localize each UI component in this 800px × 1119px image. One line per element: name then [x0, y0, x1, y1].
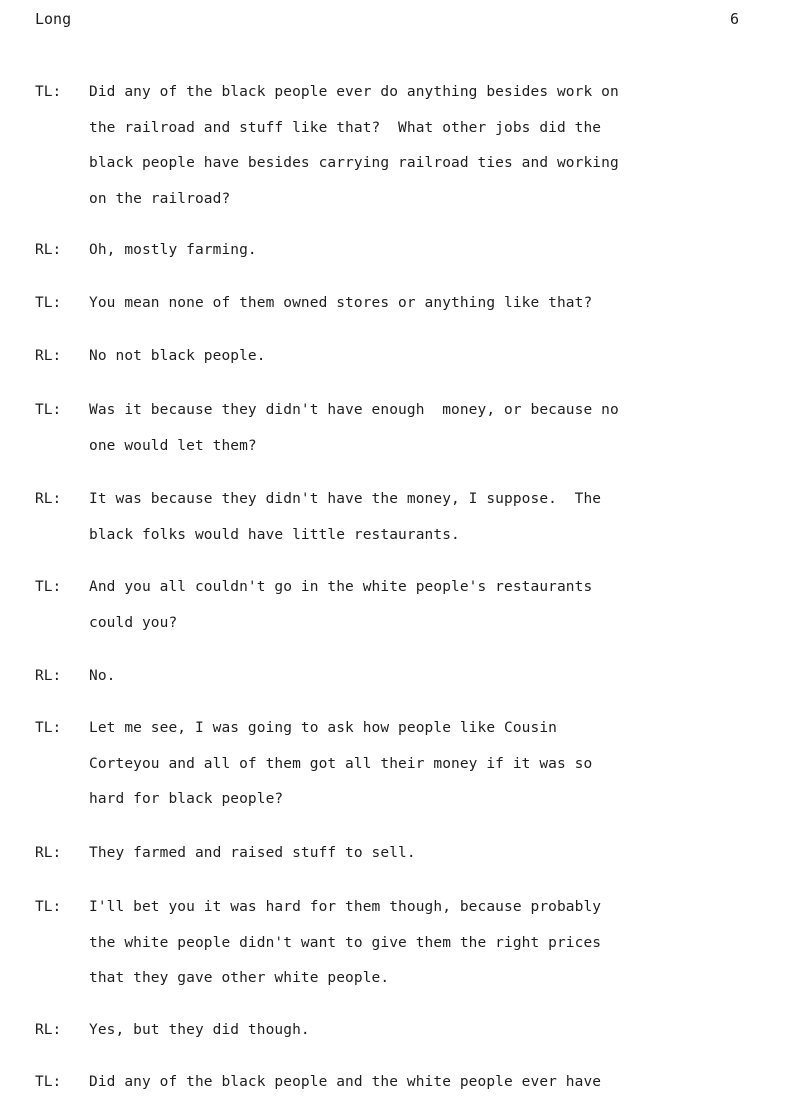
speaker-label: TL: [35, 720, 62, 736]
speaker-label: TL: [35, 579, 62, 595]
entry-text: I'll bet you it was hard for them though, because probably the white people didn't want to give them the right prices that they gave other white people. [89, 899, 602, 986]
speaker-label: RL: [35, 1022, 62, 1038]
speaker-label: RL: [35, 348, 62, 364]
speaker-label: RL: [35, 845, 62, 861]
entry-text: You mean none of them owned stores or anything like that? [89, 295, 593, 311]
speaker-label: RL: [35, 491, 62, 507]
speaker-label: TL: [35, 84, 62, 100]
speaker-label: RL: [35, 668, 62, 684]
entry-text: Yes, but they did though. [89, 1022, 310, 1038]
entry-text: And you all couldn't go in the white people's restaurants could you? [89, 579, 593, 631]
entry-text: Did any of the black people ever do anything besides work on the railroad and stuff like that? What other jobs did the black people have besides carrying railroad ties and working on the railroad? [89, 84, 619, 207]
speaker-label: TL: [35, 402, 62, 418]
entry-text: No. [89, 668, 116, 684]
entry-text: They farmed and raised stuff to sell. [89, 845, 416, 861]
entry-text: Did any of the black people and the white people ever have [89, 1074, 602, 1090]
speaker-label: TL: [35, 899, 62, 915]
entry-text: It was because they didn't have the money, I suppose. The black folks would have little restaurants. [89, 491, 602, 543]
entry-text: Oh, mostly farming. [89, 242, 257, 258]
speaker-label: RL: [35, 242, 62, 258]
entry-text: Was it because they didn't have enough money, or because no one would let them? [89, 402, 619, 454]
entry-text: Let me see, I was going to ask how people like Cousin Corteyou and all of them got all their money if it was so hard for black people? [89, 720, 593, 807]
entry-text: No not black people. [89, 348, 266, 364]
page-number: 6 [730, 10, 740, 28]
document-header-name: Long [35, 10, 72, 28]
speaker-label: TL: [35, 295, 62, 311]
speaker-label: TL: [35, 1074, 62, 1090]
